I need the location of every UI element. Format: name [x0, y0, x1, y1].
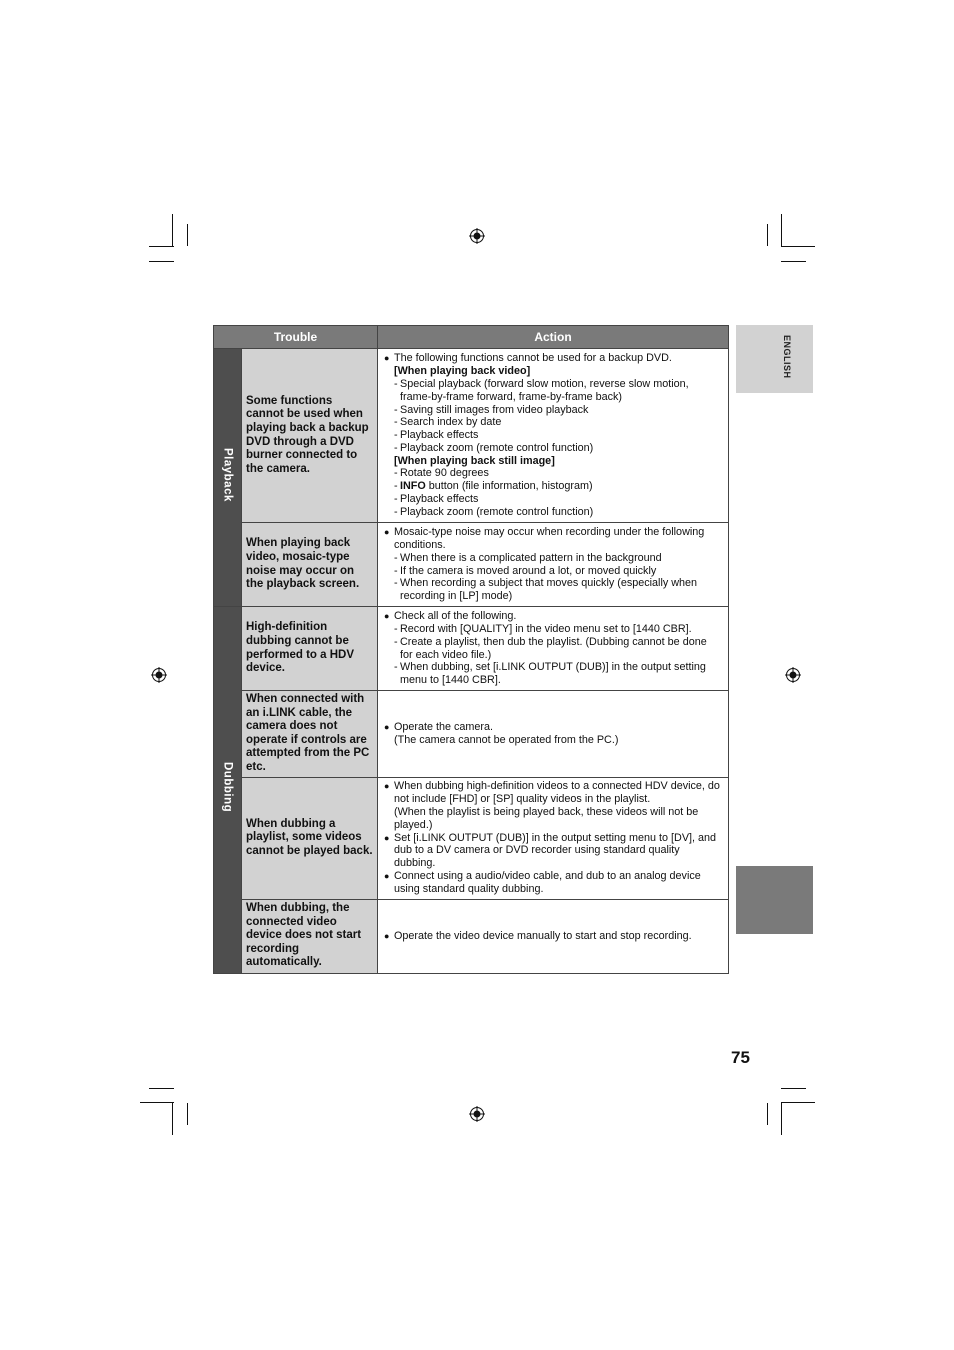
crop-mark: [149, 246, 174, 247]
trouble-text: When dubbing a playlist, some videos cannot be played back.: [242, 777, 378, 899]
section-label-playback: Playback: [214, 349, 242, 607]
section-tab: [736, 866, 813, 934]
table-row: [214, 691, 729, 778]
crop-mark: [781, 1088, 806, 1089]
crop-mark: [781, 1103, 782, 1135]
trouble-text: High-definition dubbing cannot be performed to a HDV device.: [242, 607, 378, 691]
registration-mark-icon: [469, 228, 485, 244]
crop-mark: [781, 261, 806, 262]
table-row: [214, 523, 729, 607]
action-text: ● Mosaic-type noise may occur when recording under the following conditions. - When there is a complicated pattern in the background - If the camera is moved around a lot, or moved quickly - When recording a subject that moves quickly (especially when recording in [LP] mode): [378, 523, 729, 607]
section-label-dubbing: Dubbing: [214, 607, 242, 974]
crop-mark: [767, 1103, 768, 1125]
registration-mark-icon: [785, 667, 801, 683]
action-text: ● When dubbing high-definition videos to a connected HDV device, do not include [FHD] or [SP] quality videos in the playlist. (When the playlist is being played back, these videos will not be played.) ● Set [i.LINK OUTPUT (DUB)] in the output setting menu to [DV], and dub to a DV camera or DVD recorder using standard quality dubbing. ● Connect using a audio/video cable, and dub to an analog device using standard quality dubbing.: [378, 777, 729, 899]
trouble-column-header: Trouble: [214, 326, 378, 349]
crop-mark: [781, 246, 815, 247]
table-row: [214, 777, 729, 899]
table-row: [214, 899, 729, 973]
action-text: ● Operate the video device manually to start and stop recording.: [378, 899, 729, 973]
troubleshooting-table: [213, 325, 729, 974]
action-text: ● Operate the camera. (The camera cannot be operated from the PC.): [378, 691, 729, 778]
registration-mark-icon: [469, 1106, 485, 1122]
action-text: ● The following functions cannot be used for a backup DVD. [When playing back video] - Special playback (forward slow motion, reverse slow motion, frame-by-frame forward, frame-by-frame back) - Saving still images from video playback - Search index by date - Playback effects - Playback zoom (remote control function) [When playing back still image] - Rotate 90 degrees - INFO button (file information, histogram) - Playback effects - Playback zoom (remote control function): [378, 349, 729, 523]
crop-mark: [781, 1102, 815, 1103]
crop-mark: [140, 1102, 174, 1103]
crop-mark: [187, 224, 188, 246]
crop-mark: [149, 261, 174, 262]
trouble-text: When dubbing, the connected video device does not start recording automatically.: [242, 899, 378, 973]
crop-mark: [187, 1103, 188, 1125]
crop-mark: [781, 214, 782, 246]
registration-mark-icon: [151, 667, 167, 683]
page-number: 75: [731, 1048, 750, 1067]
trouble-text: Some functions cannot be used when playing back a backup DVD through a DVD burner connected to the camera.: [242, 349, 378, 523]
trouble-text: When connected with an i.LINK cable, the camera does not operate if controls are attempted from the PC etc.: [242, 691, 378, 778]
action-column-header: Action: [378, 326, 729, 349]
trouble-text: When playing back video, mosaic-type noise may occur on the playback screen.: [242, 523, 378, 607]
crop-mark: [767, 224, 768, 246]
language-tab: [736, 325, 813, 393]
table-header-row: [214, 326, 729, 349]
table-row: [214, 607, 729, 691]
table-row: [214, 349, 729, 523]
crop-mark: [149, 1088, 174, 1089]
language-tab-label: ENGLISH: [782, 335, 792, 379]
crop-mark: [172, 214, 173, 246]
crop-mark: [172, 1103, 173, 1135]
action-text: ● Check all of the following. - Record with [QUALITY] in the video menu set to [1440 CBR]. - Create a playlist, then dub the playlist. (Dubbing cannot be done for each video file.) - When dubbing, set [i.LINK OUTPUT (DUB)] in the output setting menu to [1440 CBR].: [378, 607, 729, 691]
